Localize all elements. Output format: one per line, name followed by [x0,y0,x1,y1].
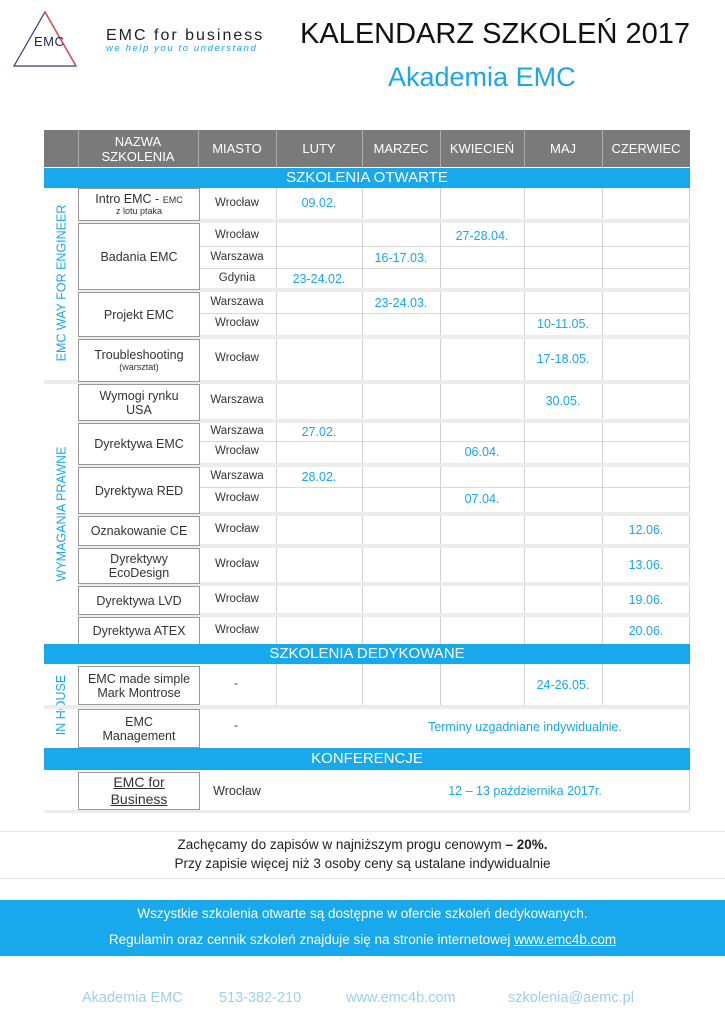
note-line-1 [0,837,725,852]
band-line-2 [0,932,725,947]
city-cell: Wrocław [215,523,259,535]
date-cell: 13.06. [628,558,664,572]
row-line [198,487,690,488]
date-cell: 16-17.03. [374,251,428,265]
note-line-2: Przy zapisie więcej niż 3 osoby ceny są ustalane indywidualnie [174,856,551,871]
course-name: Dyrektywa LVD [96,593,182,608]
course-name-sub: z lotu ptaka [115,206,163,216]
course-name-sub: EcoDesign [108,566,170,580]
date-cell: 27-28.04. [455,229,509,243]
city-cell: Wrocław [215,445,259,457]
contact-email[interactable]: szkolenia@aemc.pl [508,990,634,1006]
city-cell: - [234,720,238,732]
note-discount: – 20%. [505,837,548,852]
course-intro-emc [78,188,200,221]
side-label-engineer [44,188,78,378]
header-name: NAZWA SZKOLENIA [78,130,199,167]
header-month-apr: KWIECIEŃ [440,130,525,167]
contact-website[interactable]: www.emc4b.com [346,990,456,1006]
course-wymogi-usa [78,384,200,421]
header-month-jun: CZERWIEC [611,141,681,156]
date-cell: 06.04. [464,445,500,459]
date-cell: 23-24.02. [292,272,346,286]
contact-name: Akademia EMC [82,990,183,1006]
page-title: KALENDARZ SZKOLEŃ 2017 [300,18,691,50]
section-conferences: KONFERENCJE [44,748,690,770]
grid-line [689,770,690,812]
note-text: Zachęcamy do zapisów w najniższym progu cenowym [177,837,502,852]
header-month-may: MAJ [524,130,603,167]
city-cell: Wrocław [215,558,259,570]
logo-text: EMC [34,34,65,49]
course-name: Oznakowanie CE [90,524,188,538]
band-line-1: Wszystkie szkolenia otwarte są dostępne w ofercie szkoleń dedykowanych. [137,906,588,921]
course-projekt-emc [78,292,200,337]
course-emc-management [78,709,200,748]
row-line [198,441,690,442]
table-header [44,130,690,167]
course-name: Intro EMC - [95,192,160,206]
side-label-legal-text: WYMAGANIA PRAWNE [54,446,68,582]
date-cell: 28.02. [301,470,337,484]
course-troubleshooting [78,339,200,382]
date-cell: 24-26.05. [536,678,590,692]
grid-line [362,664,363,705]
date-cell: 19.06. [628,593,664,607]
row-line [198,313,690,314]
course-dyrektywa-atex [78,617,200,645]
header-month-feb: LUTY [276,130,363,167]
course-name: Dyrektywy [110,552,168,566]
city-cell: Wrocław [213,784,261,798]
city-cell: Warszawa [210,470,264,482]
date-cell: 17-18.05. [536,352,590,366]
course-name-small: EMC [162,195,183,205]
course-name: Dyrektywa EMC [94,437,184,451]
date-cell: 23-24.03. [374,296,428,310]
grid-line [524,188,525,644]
course-dyrektywa-red [78,467,200,514]
date-cell: 09.02. [301,196,337,210]
city-cell: Warszawa [210,251,264,263]
course-name-sub: (warsztat) [119,362,159,372]
course-dyrektywa-emc [78,423,200,465]
grid-line [276,664,277,705]
course-name: EMC [125,714,153,729]
band-text: Regulamin oraz cennik szkoleń znajduje się na stronie internetowej [108,932,511,947]
city-cell: Wrocław [215,317,259,329]
city-cell: Warszawa [210,296,264,308]
side-label-legal [44,384,78,644]
date-cell: 07.04. [464,492,500,506]
grid-line [689,188,690,644]
info-band [0,900,725,956]
divider [0,878,725,879]
row-separator [44,810,690,813]
website-link[interactable]: www.emc4b.com [514,932,617,947]
course-emc-made-simple [78,666,200,705]
date-cell: 12 – 13 października 2017r. [448,784,602,798]
brand-name: EMC for business [106,27,265,44]
course-name: Dyrektywa RED [94,483,184,498]
course-name: Wymogi rynku [99,388,179,403]
side-label-engineer-text: EMC WAY FOR ENGINEER [54,204,69,362]
city-cell: Wrocław [215,593,259,605]
section-open-trainings: SZKOLENIA OTWARTE [44,168,690,188]
conference-emc-for-business[interactable] [78,772,200,810]
city-cell: Warszawa [210,394,264,406]
section-dedicated-trainings: SZKOLENIA DEDYKOWANE [44,644,690,664]
city-cell: Wrocław [215,197,259,209]
course-ecodesign [78,548,200,584]
contact-phone[interactable]: 513-382-210 [219,990,302,1006]
course-badania-emc [78,223,200,290]
city-cell: Wrocław [215,352,259,364]
date-cell: 27.02. [301,425,337,439]
city-cell: Gdynia [218,272,256,284]
course-name: EMC made simple [87,671,191,686]
grid-line [440,188,441,644]
grid-line [602,664,603,705]
date-cell: 20.06. [628,624,664,638]
city-cell: Wrocław [215,229,259,241]
city-cell: Wrocław [215,492,259,504]
date-cell: 30.05. [545,394,581,408]
course-dyrektywa-lvd [78,586,200,615]
course-name-sub: Management [102,728,176,743]
course-oznakowanie-ce [78,516,200,546]
course-name: Dyrektywa ATEX [92,624,186,638]
header-month-mar: MARZEC [362,130,441,167]
date-cell: 10-11.05. [537,317,589,331]
row-line [198,268,690,269]
date-cell: Terminy uzgadniane indywidualnie. [428,720,622,734]
grid-line [276,188,277,644]
grid-line [602,188,603,644]
page-subtitle: Akademia EMC [388,62,576,92]
city-cell: - [234,678,238,690]
course-name-sub: Mark Montrose [97,685,181,700]
course-name: Badania EMC [100,249,178,264]
date-cell: 12.06. [628,523,664,537]
conference-name[interactable]: EMC for [113,774,165,790]
course-name-sub: USA [126,402,152,417]
city-cell: Wrocław [215,624,259,636]
row-line [198,246,690,247]
header-city: MIASTO [198,130,277,167]
divider [0,831,725,832]
grid-line [440,664,441,705]
brand-tagline: we help you to understand [106,43,258,54]
course-name: Projekt EMC [103,307,175,322]
city-cell: Warszawa [210,425,264,437]
course-name: Troubleshooting [94,348,184,362]
conference-name-sub[interactable]: Business [110,791,168,807]
